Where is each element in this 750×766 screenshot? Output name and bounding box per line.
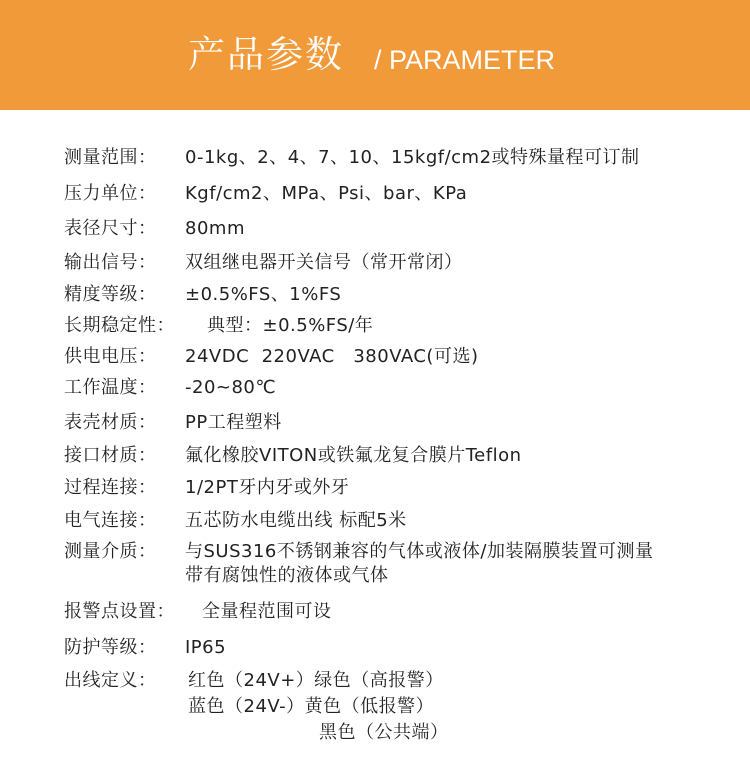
param-value: 红色（24V+）绿色（高报警） <box>188 670 444 691</box>
param-value: 五芯防水电缆出线 标配5米 <box>185 510 407 531</box>
header-banner <box>0 0 750 110</box>
param-value: 1/2PT牙内牙或外牙 <box>185 477 350 498</box>
param-label: 工作温度： <box>64 377 157 398</box>
param-label: 防护等级： <box>64 637 157 658</box>
param-value: Kgf/cm2、MPa、Psi、bar、KPa <box>185 183 468 204</box>
param-label: 过程连接： <box>64 477 157 498</box>
param-value: 0-1kg、2、4、7、10、15kgf/cm2或特殊量程可订制 <box>185 147 640 168</box>
param-label: 供电电压： <box>64 346 157 367</box>
title-cn: 产品参数 <box>188 33 344 76</box>
param-value-line2: 带有腐蚀性的液体或气体 <box>185 565 389 586</box>
param-label: 接口材质： <box>64 445 157 466</box>
param-label: 测量范围： <box>64 147 157 168</box>
param-value: PP工程塑料 <box>185 412 282 433</box>
param-value-line2: 蓝色（24V-）黄色（低报警） <box>188 696 435 717</box>
param-value-line3: 黑色（公共端） <box>319 722 449 743</box>
param-value: 氟化橡胶VITON或铁氟龙复合膜片Teflon <box>185 445 522 466</box>
param-value: 双组继电器开关信号（常开常闭） <box>185 252 463 273</box>
param-value: 24VDC 220VAC 380VAC(可选) <box>185 346 479 367</box>
param-value: 80mm <box>185 218 245 239</box>
param-value: 典型：±0.5%FS/年 <box>207 315 374 336</box>
param-label: 电气连接： <box>64 510 157 531</box>
param-label: 压力单位： <box>64 183 157 204</box>
param-label: 测量介质： <box>64 541 157 562</box>
param-label: 表径尺寸： <box>64 218 157 239</box>
param-label: 精度等级： <box>64 284 157 305</box>
param-label: 报警点设置： <box>64 601 175 622</box>
param-label: 输出信号： <box>64 252 157 273</box>
param-label: 表壳材质： <box>64 412 157 433</box>
param-value: IP65 <box>185 637 227 658</box>
param-value: -20~80℃ <box>185 377 277 398</box>
param-value: ±0.5%FS、1%FS <box>185 284 342 305</box>
param-label: 出线定义： <box>64 670 157 691</box>
param-label: 长期稳定性： <box>64 315 175 336</box>
title-en: / PARAMETER <box>374 45 556 75</box>
param-value: 全量程范围可设 <box>202 601 332 622</box>
param-value: 与SUS316不锈钢兼容的气体或液体/加装隔膜装置可测量 <box>185 541 654 562</box>
